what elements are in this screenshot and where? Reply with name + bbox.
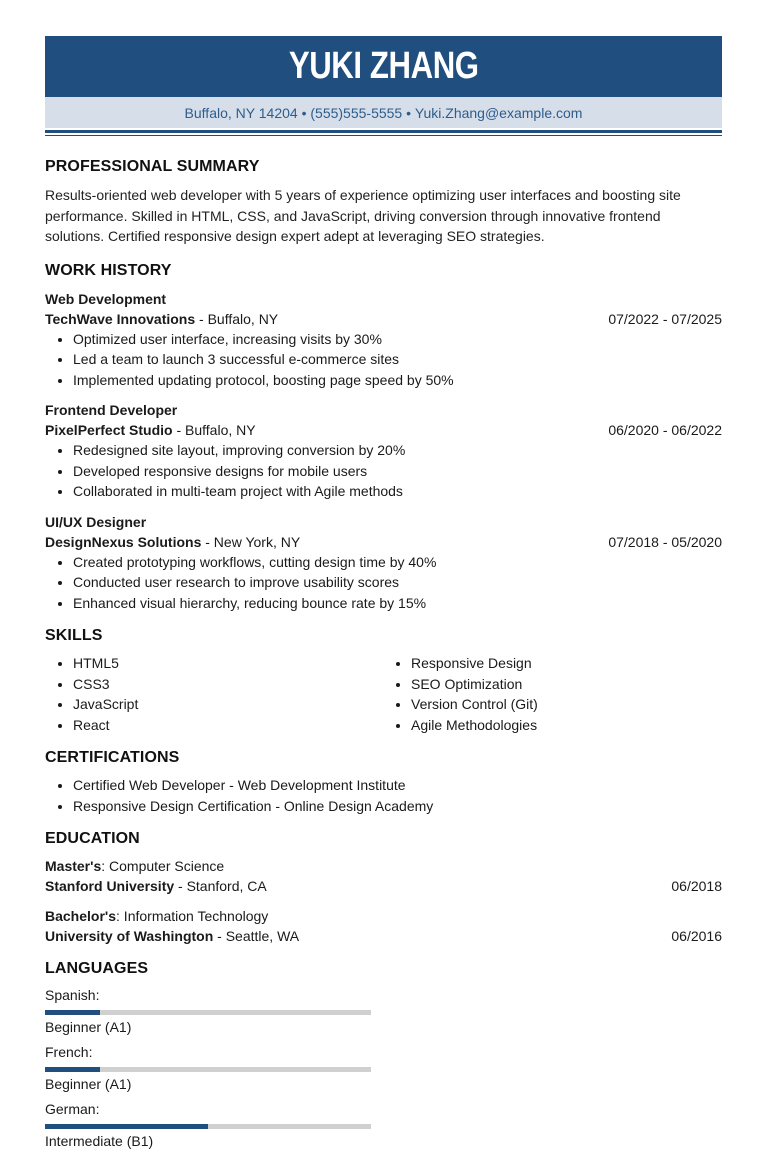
contact-address: Buffalo, NY 14204 xyxy=(184,104,298,121)
job-bullets xyxy=(45,552,722,614)
job-entry xyxy=(45,400,722,502)
education-section xyxy=(45,830,722,946)
education-school: University of Washington xyxy=(45,928,214,944)
job-role: UI/UX Designer xyxy=(45,513,147,530)
job-location: - Buffalo, NY xyxy=(195,310,279,327)
education-location: - Seattle, WA xyxy=(213,928,300,944)
job-dates: 07/2022 - 07/2025 xyxy=(608,310,722,327)
skills-column-left xyxy=(45,653,383,735)
skills-column-right xyxy=(383,653,721,735)
header-rule-thin xyxy=(45,135,722,136)
list-item: • Enhanced visual hierarchy, reducing bounce rate by 15% xyxy=(73,593,722,614)
education-degree: Bachelor's xyxy=(45,908,117,924)
certifications-list xyxy=(45,775,722,816)
education-degree: Master's xyxy=(45,858,102,874)
language-level: Beginner (A1) xyxy=(45,1019,132,1035)
name-banner xyxy=(45,36,722,97)
list-item: • Optimized user interface, increasing visits by 30% xyxy=(73,329,722,350)
work-history-heading: WORK HISTORY xyxy=(45,261,172,279)
job-role: Web Development xyxy=(45,290,167,307)
contact-phone: (555)555-5555 xyxy=(310,104,403,121)
language-proficiency-fill xyxy=(45,1124,208,1129)
summary-heading: PROFESSIONAL SUMMARY xyxy=(45,158,260,175)
certifications-heading: CERTIFICATIONS xyxy=(45,749,180,766)
work-history-section xyxy=(45,262,722,614)
contact-separator: • xyxy=(402,104,415,121)
job-role: Frontend Developer xyxy=(45,402,178,418)
header-rule xyxy=(45,130,722,133)
resume-page xyxy=(45,36,722,1157)
list-item: • JavaScript xyxy=(73,694,383,715)
job-company-line xyxy=(45,420,722,440)
list-item: • SEO Optimization xyxy=(411,674,721,695)
job-dates: 06/2020 - 06/2022 xyxy=(608,422,722,438)
candidate-name: YUKI ZHANG xyxy=(288,45,479,87)
education-entry xyxy=(45,906,722,946)
job-company: PixelPerfect Studio xyxy=(45,422,173,438)
language-level: Intermediate (B1) xyxy=(45,1133,154,1149)
job-entry xyxy=(45,512,722,614)
job-location: - New York, NY xyxy=(201,533,301,550)
list-item: • Version Control (Git) xyxy=(411,694,721,715)
language-name: Spanish: xyxy=(45,987,100,1003)
job-dates: 07/2018 - 05/2020 xyxy=(608,533,722,550)
list-item: • Certified Web Developer - Web Development Institute xyxy=(73,775,722,796)
skills-grid xyxy=(45,653,722,735)
education-field: : Information Technology xyxy=(116,908,269,924)
language-proficiency-bar xyxy=(45,1010,371,1015)
list-item: • Led a team to launch 3 successful e-commerce sites xyxy=(73,349,722,370)
list-item: • Collaborated in multi-team project with Agile methods xyxy=(73,481,722,502)
skills-list-left xyxy=(45,653,383,735)
education-degree-line xyxy=(45,856,722,876)
list-item: • Agile Methodologies xyxy=(411,715,721,736)
list-item: • Responsive Design xyxy=(411,653,721,674)
language-item xyxy=(45,1043,371,1094)
job-company: DesignNexus Solutions xyxy=(45,533,202,550)
education-field: : Computer Science xyxy=(101,858,225,874)
contact-email[interactable]: Yuki.Zhang@example.com xyxy=(414,104,583,121)
language-name: French: xyxy=(45,1044,93,1060)
list-item: • Created prototyping workflows, cutting design time by 40% xyxy=(73,552,722,573)
education-school-line xyxy=(45,876,722,896)
language-proficiency-fill xyxy=(45,1067,100,1072)
summary-section xyxy=(45,158,722,247)
education-location: - Stanford, CA xyxy=(174,878,267,894)
education-degree-line xyxy=(45,906,722,926)
education-school-line xyxy=(45,926,722,946)
language-name: German: xyxy=(45,1101,100,1117)
list-item: • CSS3 xyxy=(73,674,383,695)
list-item: • Conducted user research to improve usability scores xyxy=(73,572,722,593)
list-item: • Developed responsive designs for mobile users xyxy=(73,461,722,482)
job-location: - Buffalo, NY xyxy=(172,422,256,438)
list-item: • Responsive Design Certification - Online Design Academy xyxy=(73,796,722,817)
language-proficiency-bar xyxy=(45,1067,371,1072)
skills-section xyxy=(45,627,722,735)
contact-bar xyxy=(45,97,722,128)
language-proficiency-bar xyxy=(45,1124,371,1129)
skills-heading: SKILLS xyxy=(45,627,103,644)
language-proficiency-fill xyxy=(45,1010,100,1015)
certifications-section xyxy=(45,749,722,816)
education-date: 06/2016 xyxy=(671,928,722,944)
education-heading: EDUCATION xyxy=(45,830,140,847)
job-company: TechWave Innovations xyxy=(45,310,196,327)
education-entry xyxy=(45,856,722,896)
education-school: Stanford University xyxy=(45,878,175,894)
language-item xyxy=(45,1100,371,1151)
list-item: • Redesigned site layout, improving conversion by 20% xyxy=(73,440,722,461)
job-bullets xyxy=(45,329,722,391)
job-company-line xyxy=(45,532,722,552)
education-date: 06/2018 xyxy=(671,878,722,894)
job-company-line xyxy=(45,309,722,329)
list-item: • HTML5 xyxy=(73,653,383,674)
languages-heading: LANGUAGES xyxy=(45,960,149,977)
languages-section xyxy=(45,960,722,1157)
language-level: Beginner (A1) xyxy=(45,1076,132,1092)
language-item xyxy=(45,986,371,1037)
summary-text: Results-oriented web developer with 5 years of experience optimizing user interfaces and boosting site performance. Skilled in HTML, CSS, and JavaScript, driving conversion through innovative frontend solutions. Certified responsive design expert adept at leveraging SEO strategies. xyxy=(45,187,681,244)
job-entry xyxy=(45,289,722,391)
job-bullets xyxy=(45,440,722,502)
list-item: • React xyxy=(73,715,383,736)
skills-list-right xyxy=(383,653,721,735)
languages-grid xyxy=(45,986,722,1157)
list-item: • Implemented updating protocol, boosting page speed by 50% xyxy=(73,370,722,391)
contact-separator: • xyxy=(297,104,311,121)
